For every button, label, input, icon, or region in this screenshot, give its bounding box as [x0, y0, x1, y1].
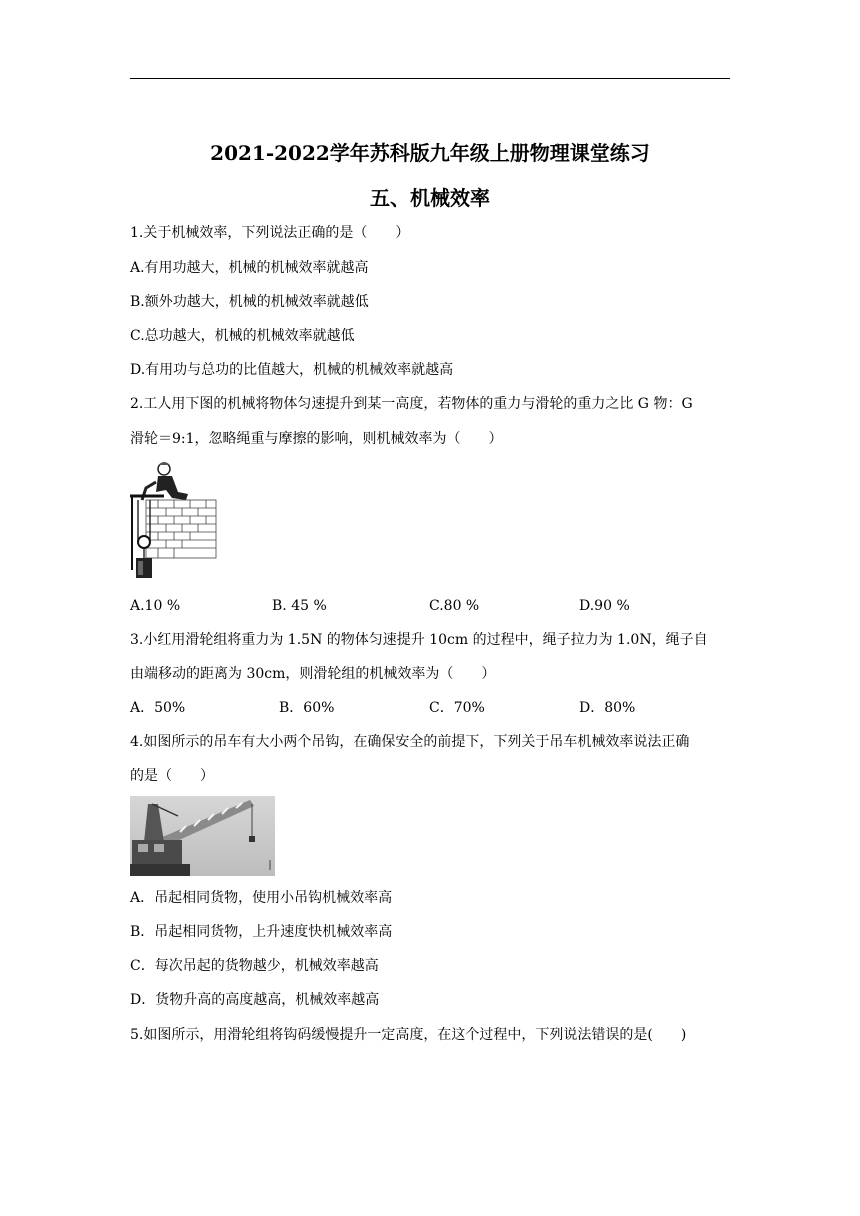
q3-option-d: D．80%	[579, 700, 636, 716]
page-title: 2021-2022学年苏科版九年级上册物理课堂练习	[210, 141, 650, 165]
q1-option-d: D.有用功与总功的比值越大，机械的机械效率就越高	[130, 362, 454, 378]
q4-option-b: B．吊起相同货物，上升速度快机械效率高	[130, 924, 393, 940]
q3-option-b: B．60%	[279, 700, 335, 716]
section-title: 五、机械效率	[370, 186, 490, 210]
q1-option-a: A.有用功越大，机械的机械效率就越高	[130, 260, 369, 276]
q2-option-b: B. 45 %	[272, 598, 327, 614]
q2-option-a: A.10 %	[130, 598, 181, 614]
q2-stem-line2: 滑轮＝9:1，忽略绳重与摩擦的影响，则机械效率为（ ）	[130, 431, 503, 447]
q4-option-c: C．每次吊起的货物越少，机械效率越高	[130, 958, 379, 974]
q3-stem-line2: 由端移动的距离为 30cm，则滑轮组的机械效率为（ ）	[130, 666, 496, 682]
q2-option-d: D.90 %	[579, 598, 630, 614]
q4-option-a: A．吊起相同货物，使用小吊钩机械效率高	[130, 890, 393, 906]
q1-stem: 1.关于机械效率，下列说法正确的是（ ）	[130, 225, 410, 241]
crane-photo	[130, 796, 275, 876]
worker-pulley-figure	[128, 460, 220, 582]
q1-option-b: B.额外功越大，机械的机械效率就越低	[130, 294, 369, 310]
q2-option-c: C.80 %	[429, 598, 480, 614]
header-rule	[130, 78, 730, 79]
q3-option-a: A．50%	[130, 700, 186, 716]
q5-stem: 5.如图所示，用滑轮组将钩码缓慢提升一定高度，在这个过程中，下列说法错误的是( )	[130, 1027, 687, 1043]
q4-stem-line1: 4.如图所示的吊车有大小两个吊钩，在确保安全的前提下，下列关于吊车机械效率说法正确	[130, 734, 690, 750]
q4-option-d: D．货物升高的高度越高，机械效率越高	[130, 992, 380, 1008]
q3-stem-line1: 3.小红用滑轮组将重力为 1.5N 的物体匀速提升 10cm 的过程中，绳子拉力为 1.0N，绳子自	[130, 632, 708, 648]
q4-stem-line2: 的是（ ）	[130, 768, 214, 784]
q3-option-c: C．70%	[429, 700, 485, 716]
q1-option-c: C.总功越大，机械的机械效率就越低	[130, 328, 355, 344]
q2-stem-line1: 2.工人用下图的机械将物体匀速提升到某一高度，若物体的重力与滑轮的重力之比 G 物：G	[130, 396, 693, 412]
